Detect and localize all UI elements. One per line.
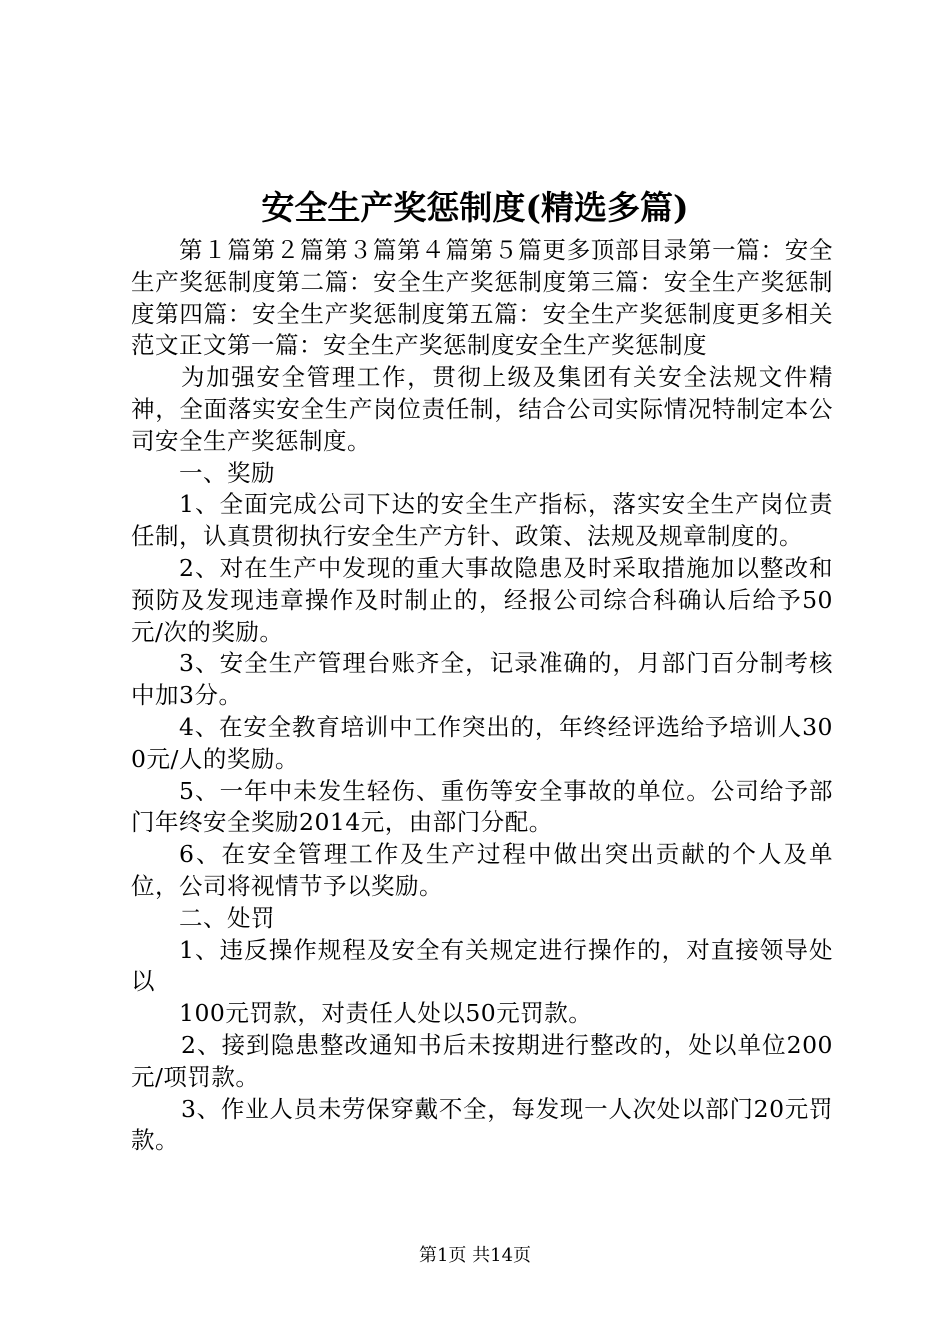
paragraph-reward-2: 2、对在生产中发现的重大事故隐患及时采取措施加以整改和预防及发现违章操作及时制止的，经报公司综合科确认后给予50元/次的奖励。 — [131, 553, 833, 646]
paragraph-intro: 为加强安全管理工作，贯彻上级及集团有关安全法规文件精神，全面落实安全生产岗位责任制，结合公司实际情况特制定本公司安全生产奖惩制度。 — [131, 363, 833, 455]
paragraph-penalty-1-cont: 100元罚款，对责任人处以50元罚款。 — [179, 999, 593, 1028]
page-number-footer: 第1页 共14页 — [418, 1245, 532, 1266]
paragraph-reward-1: 1、全面完成公司下达的安全生产指标，落实安全生产岗位责任制，认真贯彻执行安全生产方针、政策、法规及规章制度的。 — [131, 490, 833, 551]
section-heading-rewards: 一、奖励 — [179, 458, 275, 487]
paragraph-reward-6: 6、在安全管理工作及生产过程中做出突出贡献的个人及单位，公司将视情节予以奖励。 — [131, 840, 833, 900]
paragraph-penalty-2: 2、接到隐患整改通知书后未按期进行整改的，处以单位200元/项罚款。 — [131, 1030, 833, 1091]
document-body — [131, 235, 833, 1157]
paragraph-penalty-3: 3、作业人员未劳保穿戴不全，每发现一人次处以部门20元罚款。 — [131, 1094, 833, 1155]
paragraph-penalty-1: 1、违反操作规程及安全有关规定进行操作的，对直接领导处以 — [131, 935, 833, 996]
paragraph-table-of-contents: 第１篇第２篇第３篇第４篇第５篇更多顶部目录第一篇：安全生产奖惩制度第二篇：安全生产奖惩制度第三篇：安全生产奖惩制度第四篇：安全生产奖惩制度第五篇：安全生产奖惩制度更多相关范文正文第一篇：安全生产奖惩制度安全生产奖惩制度 — [131, 236, 833, 360]
section-heading-penalties: 二、处罚 — [179, 903, 275, 932]
paragraph-reward-5: 5、一年中未发生轻伤、重伤等安全事故的单位。公司给予部门年终安全奖励2014元，由部门分配。 — [131, 776, 833, 837]
paragraph-reward-4: 4、在安全教育培训中工作突出的，年终经评选给予培训人300元/人的奖励。 — [131, 712, 833, 773]
paragraph-reward-3: 3、安全生产管理台账齐全，记录准确的，月部门百分制考核中加3分。 — [131, 649, 833, 710]
document-title: 安全生产奖惩制度(精选多篇) — [261, 188, 689, 227]
